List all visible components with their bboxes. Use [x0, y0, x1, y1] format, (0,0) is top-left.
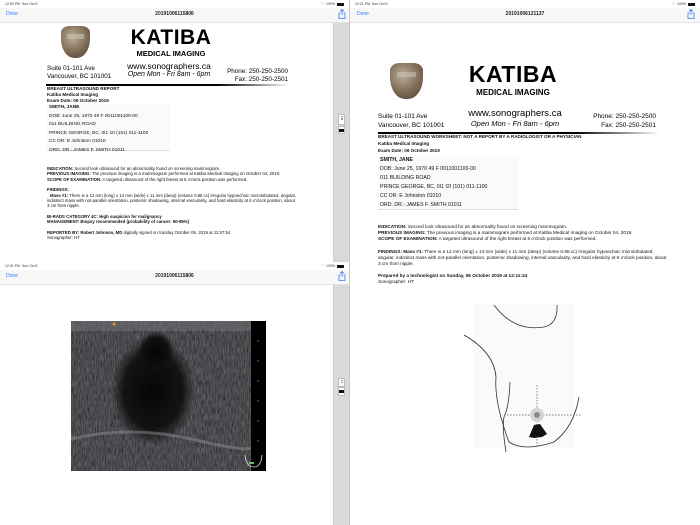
share-icon[interactable]: [687, 9, 695, 19]
previous-imaging: PREVIOUS IMAGING: The previous imaging is a mammogram performed at Katiba Medical Imaging on October 04, 2019.: [378, 229, 633, 235]
phone-block: Phone: 250-250-2500 Fax: 250-250-2501: [227, 68, 288, 83]
report-title: BREAST ULTRASOUND REPORT: [47, 86, 120, 91]
wifi-icon: ◠: [320, 264, 325, 268]
left-top-viewer: [0, 0, 349, 262]
page-thumbnail-2[interactable]: [338, 387, 345, 396]
management: MANAGEMENT: Biopsy recommended (probability of cancer: 50-95%): [47, 219, 190, 225]
patient-city: PRINCE GEORGE, BC, 0I1 I2I (101) 011-1100: [49, 130, 149, 136]
status-time: 12:21 PM: [355, 2, 370, 6]
image-page: [2, 286, 333, 525]
indication: INDICATION: Second look ultrasound for an abnormality found on screening mammogram.: [378, 224, 568, 229]
status-time: 12:00 PM: [5, 2, 20, 6]
facility: Katiba Medical Imaging: [378, 141, 430, 146]
indication: INDICATION: Second look ultrasound for an abnormality found on screening mammogram.: [47, 166, 221, 171]
breast-diagram: [454, 302, 584, 452]
patient-cc: CC DR: E Johnston 01010: [380, 193, 442, 199]
website: www.sonographers.ca: [127, 61, 211, 71]
worksheet-page: [350, 24, 700, 525]
hours: Open Mon - Fri 8am - 6pm: [470, 119, 560, 128]
exam-date: Exam Date: 06 October 2019: [47, 98, 109, 103]
sonographer: Sonographer: HT: [47, 235, 80, 241]
exam-date: Exam Date: 06 October 2019: [378, 148, 440, 153]
scope: SCOPE OF EXAMINATION: A targeted ultrasound of the right breast at 6 o'clock position was performed.: [47, 176, 248, 182]
status-date: Sun Oct 6: [21, 2, 38, 6]
patient-ord: ORD. DR.: JAMES F. SMITH 01011: [49, 147, 125, 153]
birads: BI-RADS CATEGORY 4C: High suspicion for malignancy: [47, 213, 162, 219]
brand-subtitle: MEDICAL IMAGING: [476, 88, 550, 97]
wifi-icon: ◠: [320, 2, 325, 6]
battery-icon: [688, 3, 695, 6]
nav-bar: [0, 270, 349, 285]
patient-cc: CC DR: E Johnston 01010: [49, 139, 106, 144]
status-date: Sun Oct 6: [371, 2, 388, 6]
mass-finding: FINDINGS: Mass #1: There is a 12 mm (long) x 14 mm (wide) x 11 mm (deep) (volume 0.88 cc) irregular hypoechoic microlobulated, angular, indistinct mass with not-parallel orientation, posterior shadowing, internal vascularity, and hard elasticity at 6 o'clock position, about 3 cm from nipple.: [378, 248, 667, 266]
status-time: 12:01 PM: [5, 264, 20, 268]
page-thumbnail-1[interactable]: [338, 114, 345, 125]
document-title: 20191006115806: [155, 11, 194, 17]
report-body: [378, 224, 668, 285]
page-thumbnail-2[interactable]: [338, 126, 345, 134]
hours: Open Mon - Fri 8am - 6pm: [127, 71, 211, 78]
patient-name: SMITH, JANE: [380, 157, 413, 163]
brand-name: KATIBA: [130, 26, 212, 49]
document-title: 20191006121137: [505, 11, 545, 17]
address: Suite 01-101 Ave Vancouver, BC 101001: [378, 113, 445, 129]
logo-badge: [390, 63, 423, 99]
findings-label: FINDINGS:: [47, 187, 69, 193]
status-date: Sun Oct 6: [21, 264, 38, 268]
status-bar: [0, 0, 349, 8]
brand: [122, 27, 220, 58]
thumbnail-scrollbar[interactable]: [333, 23, 349, 262]
battery-icon: [337, 3, 344, 6]
patient-dob: DOB: June 25, 1970 49 F 0011001100-00: [49, 113, 138, 119]
phone-block: Phone: 250-250-2500 Fax: 250-250-2501: [593, 113, 656, 129]
ultrasound-scan: [71, 321, 266, 471]
patient-block: [378, 156, 518, 210]
status-bar: [350, 0, 700, 8]
brand-subtitle: MEDICAL IMAGING: [136, 49, 206, 58]
previous-imaging: PREVIOUS IMAGING: The previous imaging is a mammogram performed at Katiba Medical Imaging on October 04, 2019.: [47, 171, 281, 177]
right-viewer: [350, 0, 700, 525]
brand: [457, 63, 569, 97]
facility: Katiba Medical Imaging: [47, 92, 99, 97]
website: www.sonographers.ca: [468, 108, 562, 119]
sonographer: Sonographer: HT: [378, 279, 414, 285]
patient-street: 011 BUILDING ROAD: [380, 175, 431, 181]
done-button[interactable]: Done: [6, 11, 18, 17]
nav-bar: [0, 8, 349, 23]
website-block: [119, 61, 219, 78]
mass-finding: Mass #1: There is a 12 mm (long) x 14 mm (wide) x 11 mm (deep) (volume 0.88 cc) irregular hypoechoic microlobulated, angular, indistinct mass with not-parallel orientation, posterior shadowing, internal vascularity, and hard elasticity at 6 o'clock position, about 3 cm from nipple.: [47, 192, 297, 209]
brand-name: KATIBA: [468, 61, 558, 87]
document-title: 20191006115806: [155, 273, 194, 279]
patient-ord: ORD. DR.: JAMES F. SMITH 01011: [380, 202, 463, 208]
battery-percent: 100%: [677, 2, 686, 6]
prepared-by: Prepared by a technologist on Sunday, 06 October 2019 at 12:11:24: [378, 273, 528, 279]
patient-city: PRINCE GEORGE, BC, 0I1 I2I (101) 011-1100: [380, 184, 488, 190]
status-bar: [0, 262, 349, 270]
patient-street: 011 BUILDING ROAD: [49, 122, 96, 127]
website-block: [460, 108, 570, 128]
patient-dob: DOB: June 25, 1970 49 F 0011001100-00: [380, 166, 476, 172]
ultrasound-image: [71, 321, 266, 471]
reported-by: REPORTED BY: Robert Johnson, MD digitally signed on Sunday October 06, 2019 at 11:57:54: [47, 229, 231, 235]
patient-block: [47, 104, 170, 151]
patient-name: SMITH, JANE: [49, 105, 80, 110]
nav-bar: [350, 8, 700, 23]
report-body: [47, 166, 297, 240]
thumbnail-scrollbar[interactable]: [333, 285, 349, 525]
logo-badge: [61, 26, 90, 58]
battery-percent: 100%: [326, 264, 335, 268]
report-title: BREAST ULTRASOUND WORKSHEET: NOT A REPORT BY A RADIOLOGIST OR A PHYSICIAN: [378, 134, 582, 139]
wifi-icon: ◠: [671, 2, 676, 6]
left-bottom-viewer: [0, 262, 349, 525]
address: Suite 01-101 Ave Vancouver, BC 101001: [47, 65, 112, 80]
battery-icon: [337, 265, 344, 268]
scope: SCOPE OF EXAMINATION: A targeted ultrasound of the right breast at 6 o'clock position was performed.: [378, 235, 597, 241]
done-button[interactable]: Done: [357, 11, 369, 17]
page-thumbnail-1[interactable]: [338, 378, 345, 387]
share-icon[interactable]: [338, 9, 346, 19]
report-page: [2, 24, 333, 262]
battery-percent: 100%: [326, 2, 335, 6]
share-icon[interactable]: [338, 271, 346, 281]
done-button[interactable]: Done: [6, 273, 18, 279]
